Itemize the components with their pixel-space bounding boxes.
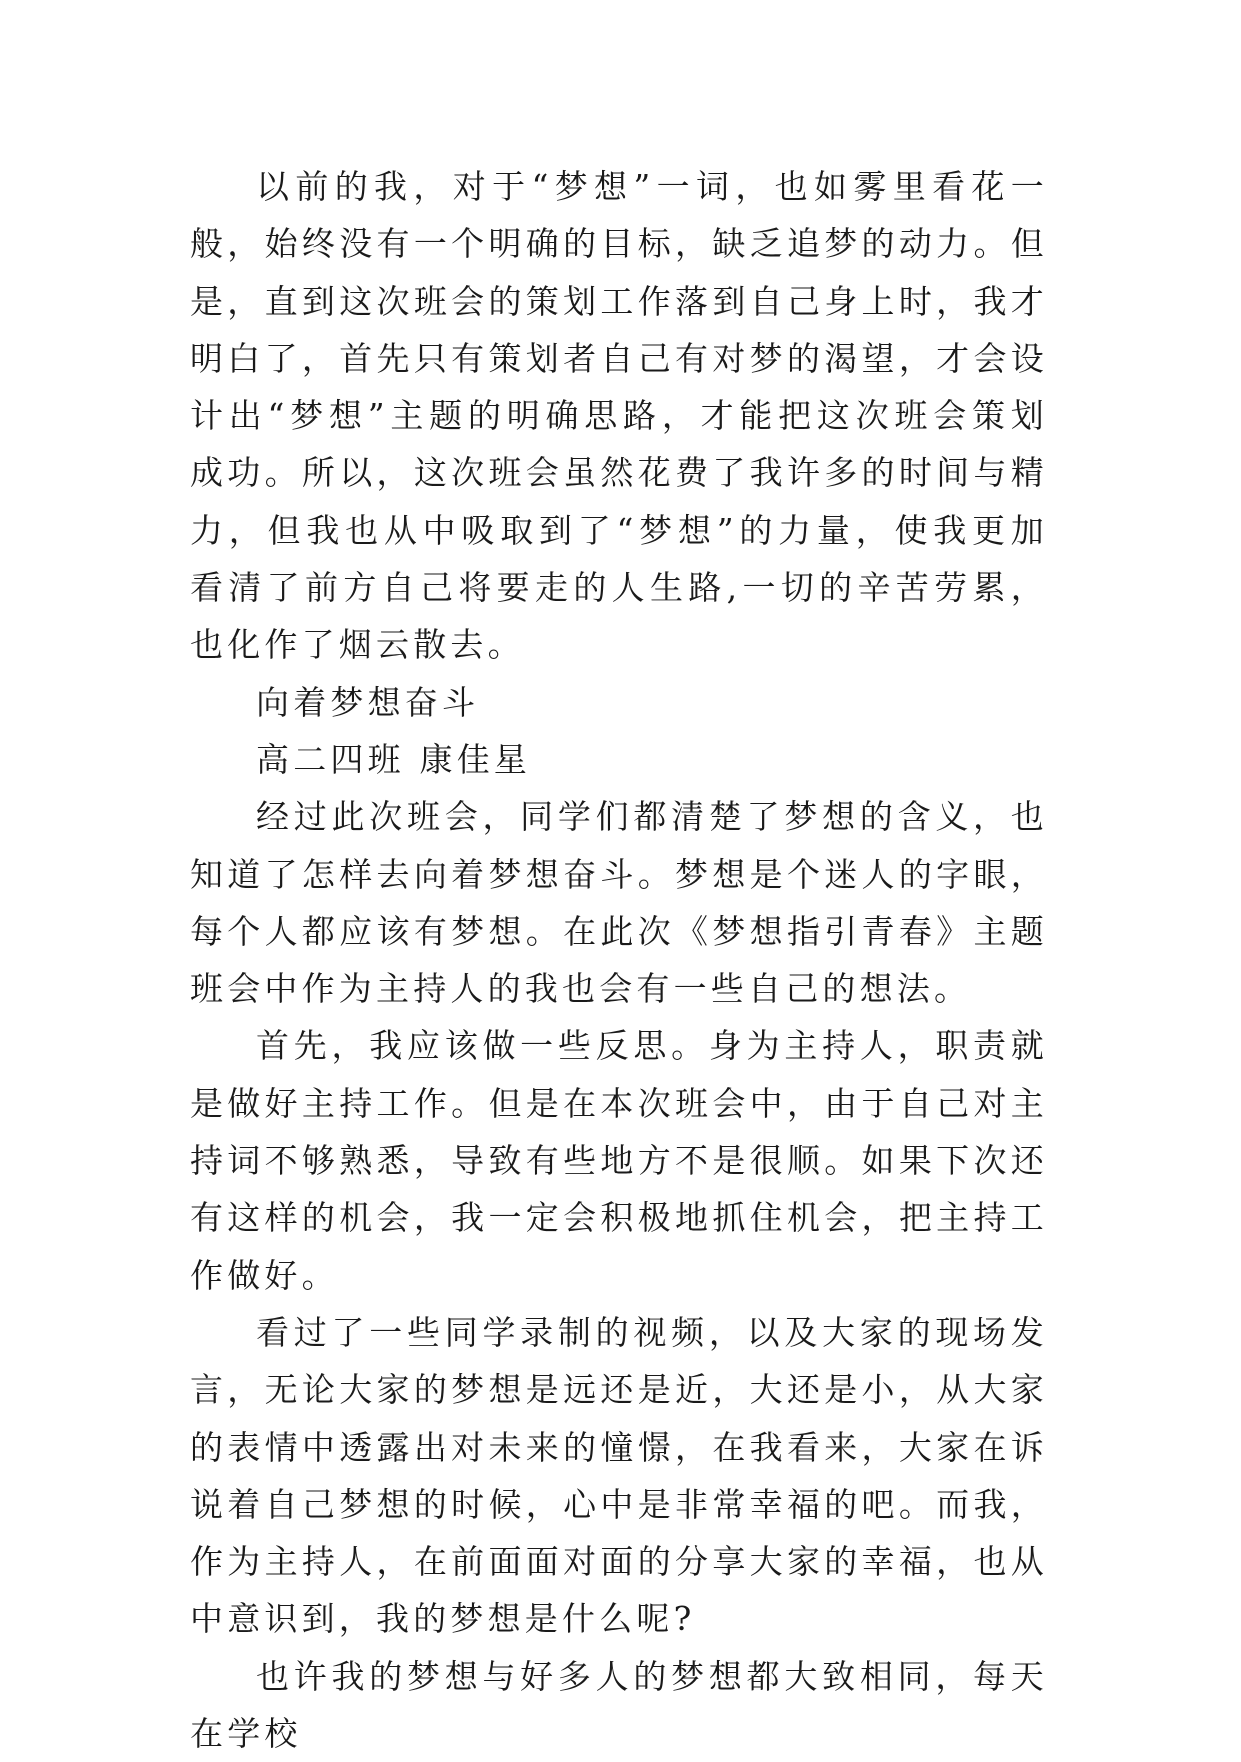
paragraph-observation: 看过了一些同学录制的视频，以及大家的现场发言，无论大家的梦想是远还是近，大还是小，从大家的表情中透露出对未来的憧憬，在我看来，大家在诉说着自己梦想的时候，心中是非常幸福的吧。而我，作为主持人，在前面面对面的分享大家的幸福，也从中意识到，我的梦想是什么呢? xyxy=(190,1312,1048,1639)
paragraph-reflection: 以前的我，对于“梦想”一词，也如雾里看花一般，始终没有一个明确的目标，缺乏追梦的动力。但是，直到这次班会的策划工作落到自己身上时，我才明白了，首先只有策划者自己有对梦的渴望，才会设计出“梦想”主题的明确思路，才能把这次班会策划成功。所以，这次班会虽然花费了我许多的时间与精力，但我也从中吸取到了“梦想”的力量，使我更加看清了前方自己将要走的人生路,一切的辛苦劳累，也化作了烟云散去。 xyxy=(190,167,1048,665)
author-line: 高二四班 康佳星 xyxy=(256,739,532,779)
essay-title: 向着梦想奋斗 xyxy=(256,682,480,722)
paragraph-dream: 也许我的梦想与好多人的梦想都大致相同，每天在学校 xyxy=(190,1656,1048,1754)
paragraph-intro: 经过此次班会，同学们都清楚了梦想的含义，也知道了怎样去向着梦想奋斗。梦想是个迷人的字眼，每个人都应该有梦想。在此次《梦想指引青春》主题班会中作为主持人的我也会有一些自己的想法。 xyxy=(190,797,1048,1009)
document-body xyxy=(190,158,1048,1762)
paragraph-self-reflection: 首先，我应该做一些反思。身为主持人，职责就是做好主持工作。但是在本次班会中，由于自己对主持词不够熟悉，导致有些地方不是很顺。如果下次还有这样的机会，我一定会积极地抓住机会，把主持工作做好。 xyxy=(190,1026,1048,1295)
